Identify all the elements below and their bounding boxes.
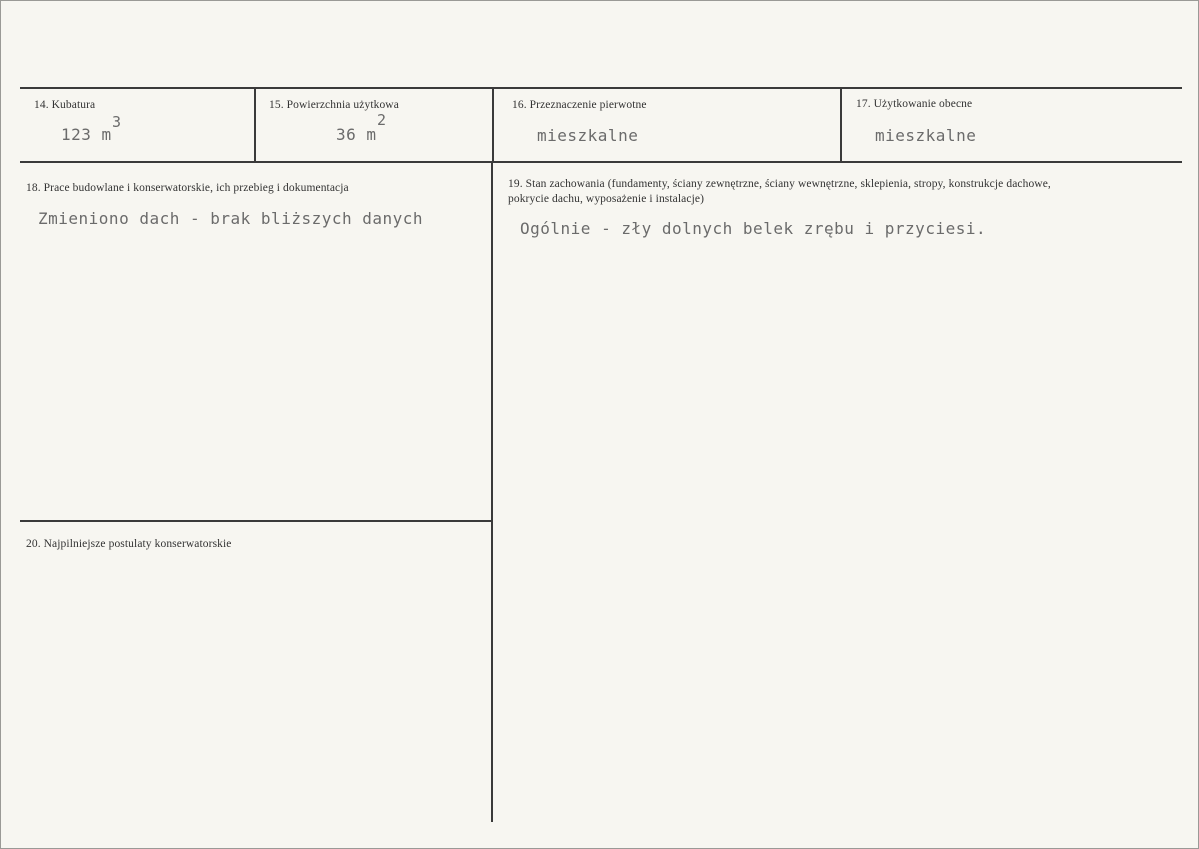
stan-zachowania-value: Ogólnie - zły dolnych belek zrębu i przyciesi. — [520, 219, 987, 238]
row-divider — [20, 161, 1182, 163]
column-divider-15-16 — [492, 88, 494, 162]
top-rule — [20, 87, 1182, 89]
column-divider-14-15 — [254, 88, 256, 162]
kubatura-value: 123 m — [61, 125, 112, 144]
postulaty-label: 20. Najpilniejsze postulaty konserwatorskie — [26, 538, 232, 550]
uzytkowanie-value: mieszkalne — [875, 126, 977, 145]
powierzchnia-unit-exponent: 2 — [377, 111, 387, 129]
stan-zachowania-label: 19. Stan zachowania (fundamenty, ściany zewnętrzne, ściany wewnętrzne, sklepienia, stropy, konstrukcje dachowe, pokrycie dachu, wyposażenie i instalacje) — [508, 178, 1051, 205]
prace-label: 18. Prace budowlane i konserwatorskie, ich przebieg i dokumentacja — [26, 182, 349, 194]
column-divider-main — [491, 162, 493, 822]
przeznaczenie-value: mieszkalne — [537, 126, 639, 145]
section-divider-left — [20, 520, 491, 522]
prace-value: Zmieniono dach - brak bliższych danych — [38, 209, 424, 228]
przeznaczenie-label: 16. Przeznaczenie pierwotne — [512, 99, 647, 111]
kubatura-unit-exponent: 3 — [112, 113, 122, 131]
powierzchnia-value: 36 m — [336, 125, 377, 144]
kubatura-label: 14. Kubatura — [34, 99, 96, 111]
column-divider-16-17 — [840, 88, 842, 162]
uzytkowanie-label: 17. Użytkowanie obecne — [856, 98, 973, 110]
powierzchnia-label: 15. Powierzchnia użytkowa — [269, 99, 399, 111]
